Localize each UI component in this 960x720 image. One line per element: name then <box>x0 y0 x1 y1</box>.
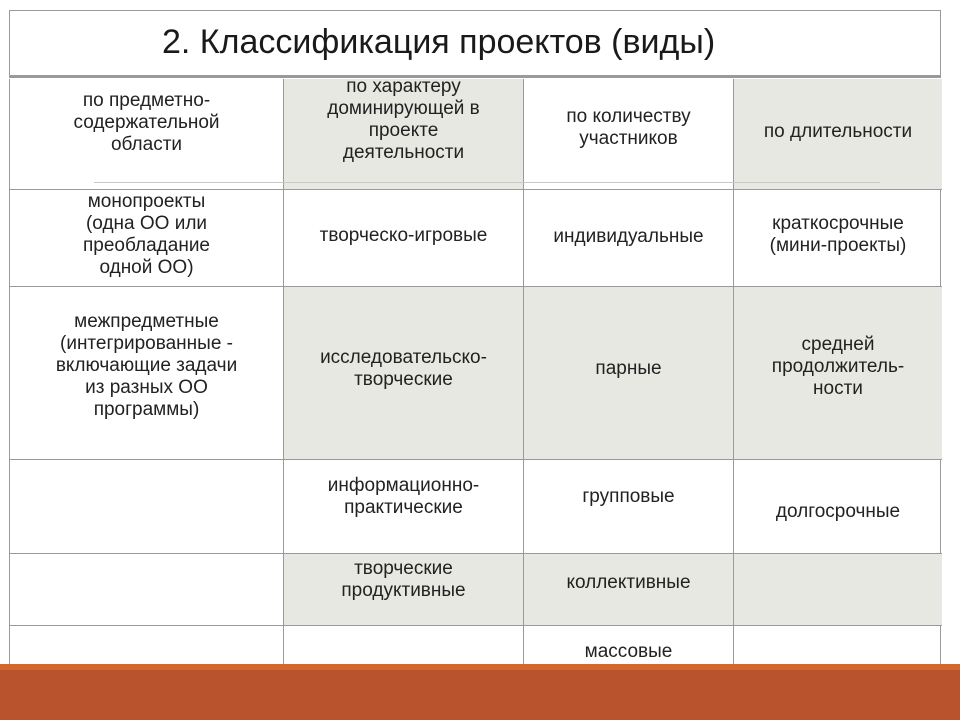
classification-table <box>9 76 941 673</box>
header-text: по предметно- содержательной области <box>73 90 220 155</box>
table-cell <box>284 460 524 554</box>
header-cell-subject-area <box>10 79 284 190</box>
header-cell-activity-type <box>284 76 524 190</box>
cell-text: межпредметные (интегрированные - включающие задачи из разных ОО программы) <box>55 311 238 420</box>
cell-text: творческо-игровые <box>319 225 488 246</box>
cell-text: долгосрочные <box>775 500 901 522</box>
header-cell-participants <box>524 79 734 190</box>
cell-text: исследовательско- творческие <box>320 347 487 390</box>
table-cell <box>524 554 734 626</box>
table-cell <box>734 460 942 554</box>
title-box <box>9 10 941 78</box>
table-cell <box>734 287 942 460</box>
table-cell <box>10 554 284 626</box>
footer-accent-band <box>0 664 960 720</box>
cell-text: творческие продуктивные <box>341 557 466 601</box>
table-cell <box>734 554 942 626</box>
table-cell <box>524 460 734 554</box>
cell-text: групповые <box>582 485 675 507</box>
cell-text: краткосрочные (мини-проекты) <box>769 213 907 256</box>
cell-text: информационно- практические <box>327 474 480 518</box>
cell-text: монопроекты (одна ОО или преобладание одной ОО) <box>83 191 210 278</box>
table-cell <box>284 554 524 626</box>
header-text: по длительности <box>763 121 913 142</box>
cell-text: массовые <box>584 640 673 662</box>
header-text: по количеству участников <box>566 106 691 149</box>
cell-text: парные <box>595 358 662 379</box>
footer-accent-stripe <box>0 664 960 670</box>
table-cell <box>10 190 284 287</box>
table-cell <box>734 190 942 287</box>
header-text: по характеру доминирующей в проекте деятельности <box>327 76 480 163</box>
header-cell-duration <box>734 79 942 190</box>
cell-text: индивидуальные <box>553 226 704 247</box>
table-cell <box>284 190 524 287</box>
table-cell <box>10 287 284 460</box>
table-cell <box>284 287 524 460</box>
header-underline-decor <box>94 182 880 183</box>
table-cell <box>524 287 734 460</box>
cell-text: коллективные <box>566 571 691 593</box>
page-title: 2. Классификация проектов (виды) <box>162 23 716 61</box>
cell-text: средней продолжитель- ности <box>771 334 905 399</box>
table-cell <box>524 190 734 287</box>
table-cell <box>10 460 284 554</box>
